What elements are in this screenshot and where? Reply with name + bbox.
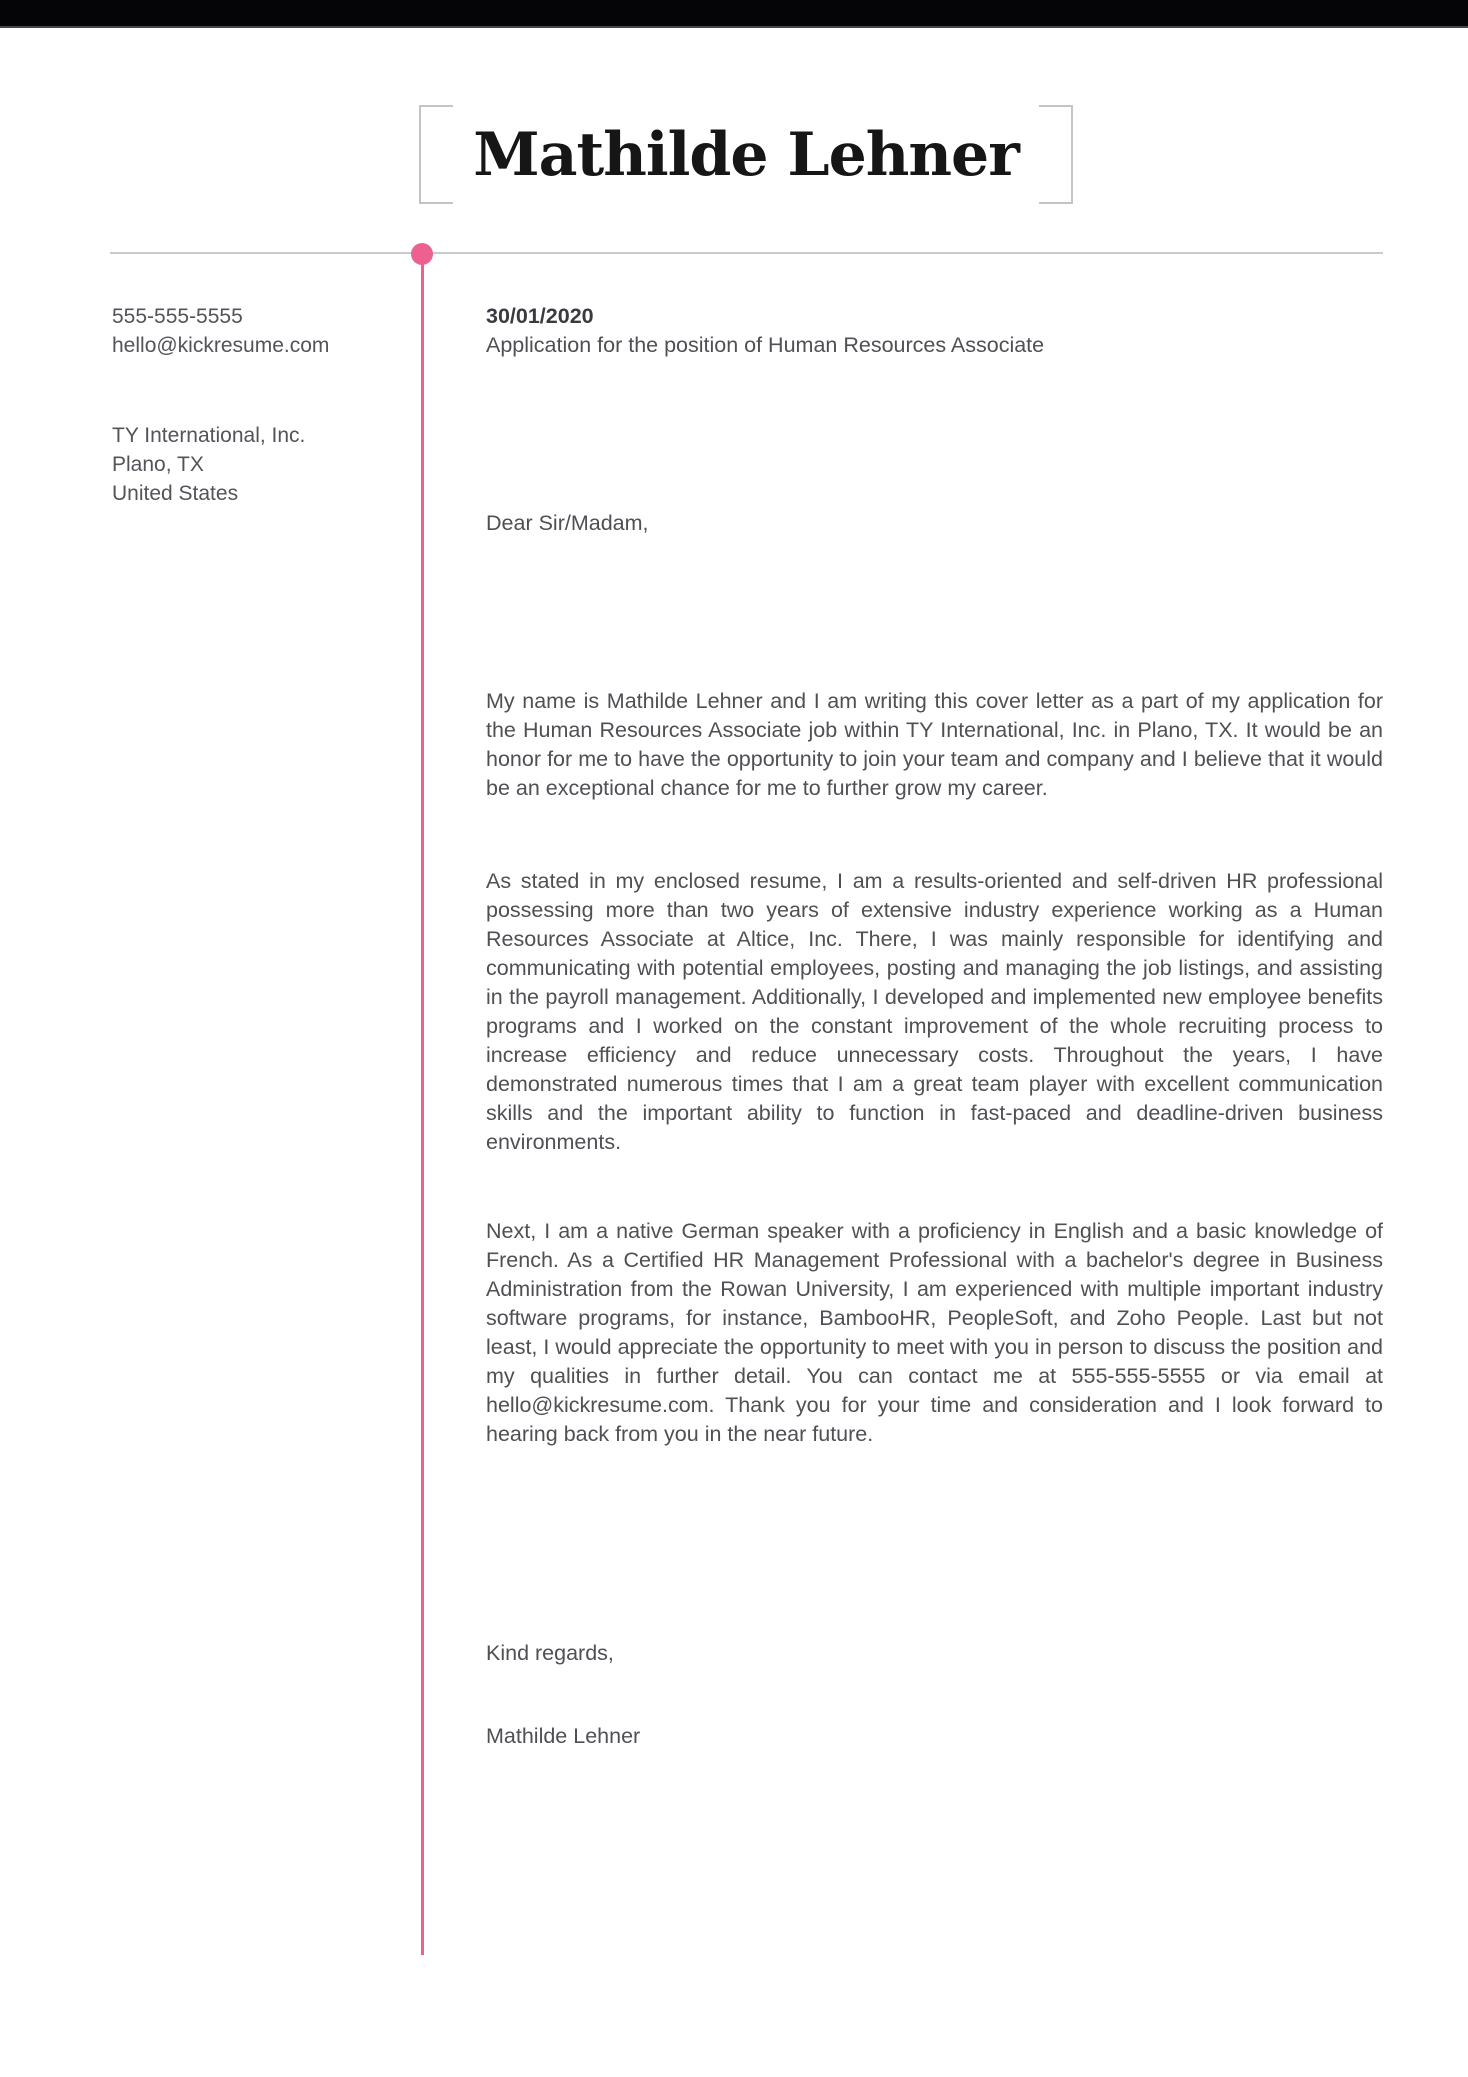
recipient-address-block [112, 421, 402, 508]
letter-date: 30/01/2020 [486, 304, 594, 328]
right-bracket-decoration [1039, 105, 1073, 204]
applicant-name-title: Mathilde Lehner [473, 119, 1019, 190]
closing-phrase: Kind regards, [486, 1641, 614, 1665]
email-address: hello@kickresume.com [112, 334, 330, 357]
contact-block [112, 302, 402, 360]
signature-name: Mathilde Lehner [486, 1724, 641, 1748]
salutation: Dear Sir/Madam, [486, 511, 649, 535]
left-bracket-decoration [419, 105, 453, 204]
timeline-vertical-line [421, 254, 424, 1955]
letter-header [419, 105, 1073, 204]
header-divider-line [110, 252, 1383, 254]
paragraph-introduction: My name is Mathilde Lehner and I am writing this cover letter as a part of my application for the Human Resources Associate job within TY International, Inc. in Plano, TX. It would be an honor for me to have the opportunity to join your team and company and I believe that it would be an exceptional chance for me to further grow my career. [486, 689, 1383, 800]
top-accent-bar [0, 0, 1468, 28]
paragraph-experience: As stated in my enclosed resume, I am a results-oriented and self-driven HR professional possessing more than two years of extensive industry experience working as a Human Resources Associate at Altice, Inc. There, I was mainly responsible for identifying and communicating with potential employees, posting and managing the job listings, and assisting in the payroll management. Additionally, I developed and implemented new employee benefits programs and I worked on the constant improvement of the whole recruiting process to increase efficiency and reduce unnecessary costs. Throughout the years, I have demonstrated numerous times that I am a great team player with excellent communication skills and the important ability to function in fast-paced and deadline-driven business environments. [486, 869, 1383, 1154]
recipient-company: TY International, Inc. [112, 424, 306, 447]
date-subject-block [486, 302, 1383, 360]
phone-number: 555-555-5555 [112, 305, 243, 328]
recipient-country: United States [112, 482, 239, 505]
paragraph-skills-and-contact: Next, I am a native German speaker with a proficiency in English and a basic knowledge of French. As a Certified HR Management Professional with a bachelor's degree in Business Administration from the Rowan University, I am experienced with multiple important industry software programs, for instance, BambooHR, PeopleSoft, and Zoho People. Last but not least, I would appreciate the opportunity to meet with you in person to discuss the position and my qualities in further detail. You can contact me at 555-555-5555 or via email at hello@kickresume.com. Thank you for your time and consideration and I look forward to hearing back from you in the near future. [486, 1219, 1383, 1446]
recipient-city: Plano, TX [112, 453, 204, 476]
letter-subject: Application for the position of Human Resources Associate [486, 333, 1045, 357]
